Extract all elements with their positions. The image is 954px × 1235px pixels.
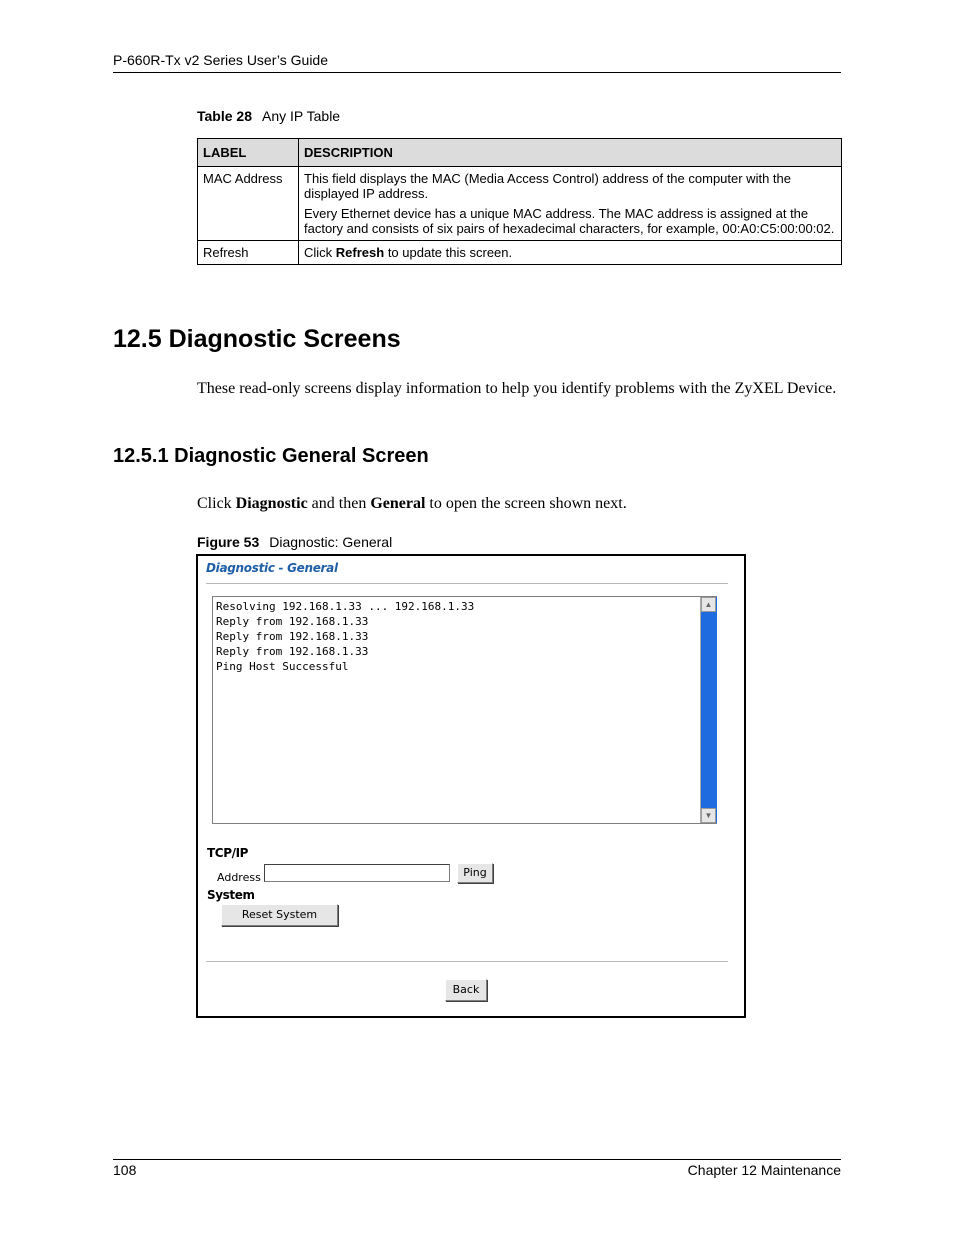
table-header-row	[198, 139, 842, 167]
row-label: Refresh	[198, 241, 299, 265]
intro-text: to open the screen shown next.	[425, 495, 627, 512]
divider	[206, 961, 728, 962]
row-label: MAC Address	[198, 167, 299, 241]
section-title: 12.5 Diagnostic Screens	[113, 325, 401, 353]
diagnostic-output-text: Resolving 192.168.1.33 ... 192.168.1.33 Reply from 192.168.1.33 Reply from 192.168.1.33 Reply from 192.168.1.33 Ping Host Successful	[216, 600, 475, 673]
row-description	[299, 241, 842, 265]
section-intro: These read-only screens display information to help you identify problems with the ZyXEL Device.	[197, 380, 837, 397]
table-caption-label: Table 28	[197, 108, 252, 124]
page-number: 108	[113, 1162, 137, 1178]
intro-bold: General	[370, 495, 426, 512]
system-section-label: System	[207, 888, 255, 902]
chapter-label: Chapter 12 Maintenance	[687, 1162, 841, 1178]
tcpip-section-label: TCP/IP	[207, 846, 249, 860]
description-paragraph: Every Ethernet device has a unique MAC address. The MAC address is assigned at the factory and consists of six pairs of hexadecimal characters, for example, 00:A0:C5:00:00:02.	[304, 206, 835, 236]
vertical-scrollbar[interactable]	[700, 597, 717, 823]
subsection-title: 12.5.1 Diagnostic General Screen	[113, 445, 429, 467]
figure-caption	[197, 534, 392, 550]
column-header-description: DESCRIPTION	[299, 139, 842, 167]
description-text: to update this screen.	[384, 245, 513, 260]
scroll-down-arrow-icon[interactable]: ▼	[701, 808, 716, 823]
table-row	[198, 167, 842, 241]
table-caption-text: Any IP Table	[262, 108, 341, 124]
screen-title: Diagnostic - General	[206, 561, 338, 575]
footer-rule	[113, 1159, 841, 1160]
description-paragraph: This field displays the MAC (Media Access Control) address of the computer with the displayed IP address.	[304, 171, 791, 201]
intro-bold: Diagnostic	[235, 495, 308, 512]
back-button[interactable]: Back	[445, 979, 487, 1001]
ping-button[interactable]: Ping	[457, 863, 493, 883]
table-row	[198, 241, 842, 265]
intro-text: Click	[197, 495, 236, 512]
intro-text: and then	[307, 495, 371, 512]
description-text: Click	[304, 245, 336, 260]
reset-system-button[interactable]: Reset System	[221, 904, 338, 926]
address-input[interactable]	[264, 864, 450, 882]
column-header-label: LABEL	[198, 139, 299, 167]
header-rule	[113, 72, 841, 73]
subsection-intro	[197, 494, 627, 514]
description-bold: Refresh	[335, 245, 385, 260]
figure-caption-text: Diagnostic: General	[269, 534, 393, 550]
running-header: P-660R-Tx v2 Series User’s Guide	[113, 52, 329, 68]
diagnostic-general-screenshot	[196, 554, 746, 1018]
figure-caption-label: Figure 53	[197, 534, 260, 550]
scroll-up-arrow-icon[interactable]: ▲	[701, 597, 716, 612]
address-label: Address	[217, 871, 261, 884]
divider	[206, 583, 728, 584]
row-description	[299, 167, 842, 241]
any-ip-table	[197, 138, 842, 265]
diagnostic-output-textarea[interactable]	[212, 596, 717, 824]
table-caption	[197, 108, 340, 124]
